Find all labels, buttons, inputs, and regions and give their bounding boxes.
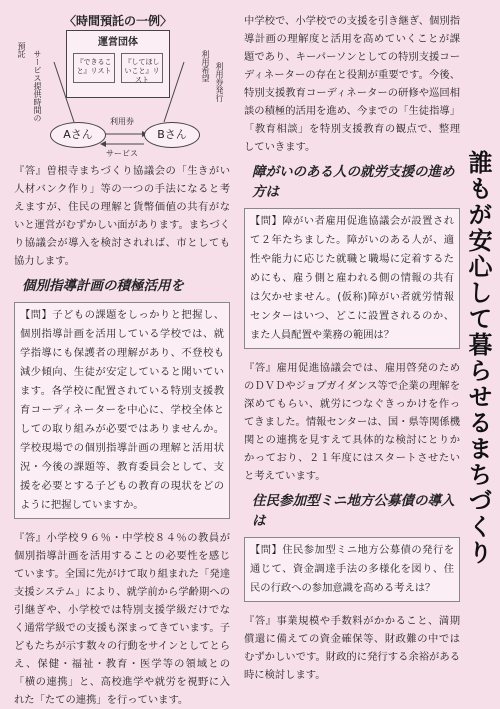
section-heading-individual-plan: 個別指導計画の積極活用を xyxy=(22,278,184,294)
deposit-label: 預託 xyxy=(17,42,26,58)
person-b: Bさん xyxy=(144,122,200,148)
service-time-label: サービス提供時間の xyxy=(33,50,42,122)
vertical-page-title: 誰もが安心して暮らせるまちづくり xyxy=(464,150,492,566)
question-1: 【問】子どもの課題をしっかりと把握し、個別指導計画を活用している学校では、就学指導にも保護者の理解があり、不登校も減少傾向、生徒が安定していると聞いています。各学校に配置されている特別支援教育コーディネーターを中心に、学校全体としての取り組みが必要ではありませんか。学校現場での個別指導計画の理解と活用状況・今後の課題等、教育委員会として、支援を必要とする子どもの教育の現状をどのように把握していますか。 xyxy=(20,309,224,511)
answer-2: 『答』雇用促進協議会では、雇用啓発のためのＤＶＤやジョブガイダンス等で企業の理解を深めてもらい、就労につなぐきっかけを作ってきました。情報センターは、国・県等関係機関との連携を見すえて具体的な検討にとりかかっており、２１年度にはスタートさせたいと考えています。 xyxy=(244,362,460,482)
left-column xyxy=(14,12,230,709)
section-heading-bonds: 住民参加型ミニ地方公募債の導入は xyxy=(252,493,455,529)
middle-column xyxy=(244,12,460,684)
question-3: 【問】住民参加型ミニ地方公募債の発行を通じて、資金調達手法の多様化を図り、住民の行政への参加意識を高める考えは？ xyxy=(250,544,454,594)
continued-paragraph: 中学校で、小学校での支援を引き継ぎ、個別指導計画の理解度と活用を高めていくことが課題であり、キーパーソンとしての特別支援コーディネーターの存在と役割が重要です。今後、特別支援教育コーディネーターの研修や巡回相談の積極的活用を進め、今までの「生徒指導」「教育相談」を特別支援教育の観点で、整理していきます。 xyxy=(244,15,460,153)
question-box-1 xyxy=(14,302,230,519)
ticket-label: 利用券 xyxy=(110,117,134,126)
answer-paragraph-1: 『答』曽根寺まちづくり協議会の「生きがい人材バンク作り」等の一つの手法になると考えますが、住民の理解と貨幣価値の共有がないと運営がむずかしい面があります。まちづくり協議会が導入を検討されれば、市としても協力します。 xyxy=(14,165,230,267)
question-box-2 xyxy=(244,208,460,349)
person-a: Aさん xyxy=(50,122,106,148)
section-heading-employment: 障がいのある人の就労支援の進め方は xyxy=(252,164,455,200)
want-list: 『してほしいこと』リスト xyxy=(121,53,163,83)
org-label: 運営団体 xyxy=(98,37,138,48)
time-deposit-diagram xyxy=(14,12,230,162)
use-request-label: 利用希望 xyxy=(201,50,210,82)
service-label: サービス xyxy=(106,149,138,158)
answer-3: 『答』事業規模や手数料がかかること、満期償還に備えての資金確保等、財政難の中ではむずかしいです。財政的に発行する余裕がある時に検討します。 xyxy=(244,615,460,681)
diagram-title: 〈時間預託の一例〉 xyxy=(64,14,173,28)
answer-1: 『答』小学校９６％・中学校８４％の教員が個別指導計画を活用することの必要性を感じています。全国に先がけて取り組まれた「発達支援システム」により、就学前から学齢期への引継ぎや、小学校では特別支援学級だけでなく通常学級での支援も深まってきています。子どもたちが示す数々の行動をサインとしてとらえ、保健・福祉・教育・医学等の領域との「横の連携」と、高校進学や就労を視野に入れた「たての連携」を行っています。 xyxy=(14,532,230,706)
can-do-list: 『できること』リスト xyxy=(73,53,115,83)
ticket-issue-label: 利用券発行 xyxy=(215,62,224,102)
question-2: 【問】障がい者雇用促進協議会が設置されて２年たちました。障がいのある人が、適性や能力に応じた就職と職場に定着するためにも、雇う側と雇われる側の情報の共有は欠かせません。(仮称)障がい者就労情報センターはいつ、どこに設置されるのか、また人員配置や業務の範囲は？ xyxy=(250,215,454,341)
question-box-3 xyxy=(244,537,460,602)
